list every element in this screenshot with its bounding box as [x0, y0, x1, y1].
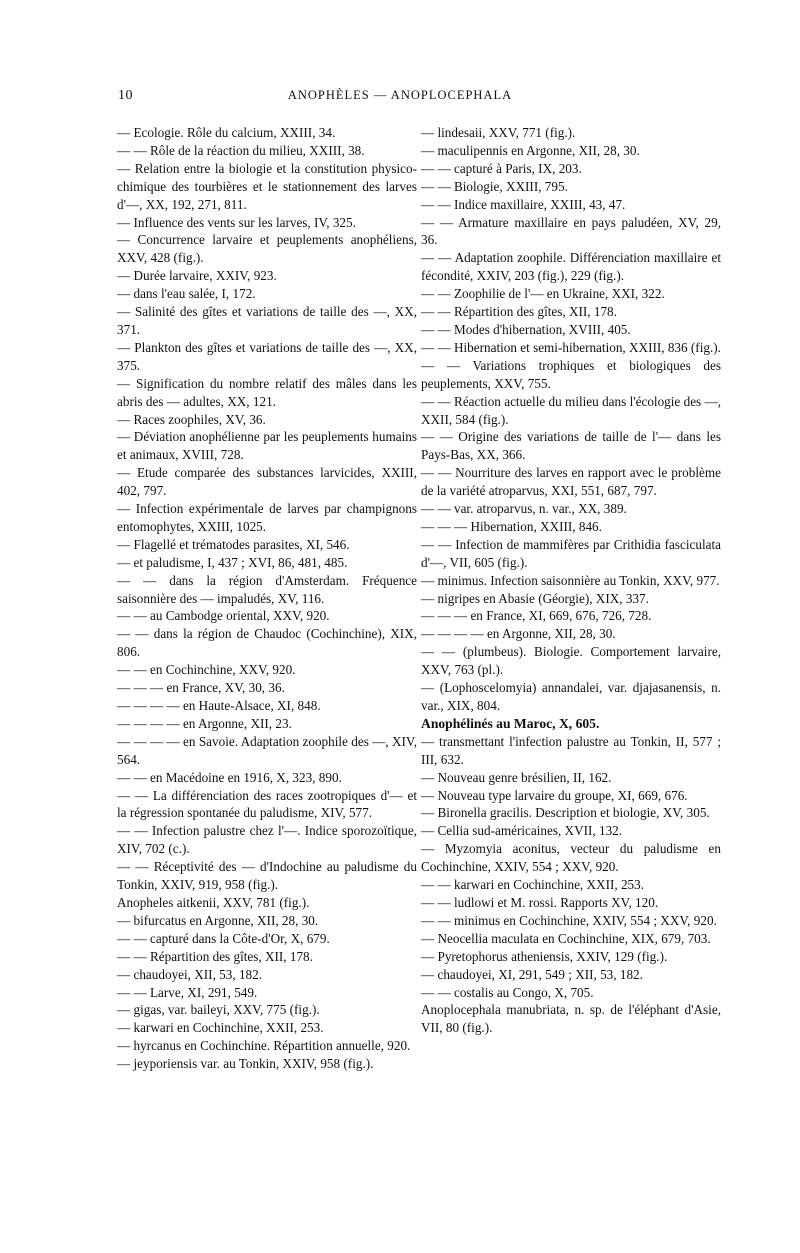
index-entry: — — Rôle de la réaction du milieu, XXIII, 38. — [117, 142, 365, 158]
index-entry: — karwari en Cochinchine, XXII, 253. — [117, 1020, 324, 1036]
index-entry: — — La différenciation des races zootropiques d'— et la régression spontanée du paludisme, XIV, 577. — [117, 787, 417, 821]
index-entry: — — costalis au Congo, X, 705. — [421, 984, 594, 1000]
index-entry: — — karwari en Cochinchine, XXII, 253. — [421, 877, 645, 893]
index-entry: — Pyretophorus atheniensis, XXIV, 129 (fig.). — [421, 948, 668, 964]
index-entry: — Etude comparée des substances larvicides, XXIII, 402, 797. — [117, 465, 417, 499]
index-entry: — — — Hibernation, XXIII, 846. — [421, 518, 602, 534]
index-entry: — Bironella gracilis. Description et biologie, XV, 305. — [421, 805, 710, 821]
index-entry: — Plankton des gîtes et variations de taille des —, XX, 375. — [117, 339, 417, 373]
index-entry: — — Biologie, XXIII, 795. — [421, 178, 568, 194]
index-entry: — gigas, var. baileyi, XXV, 775 (fig.). — [117, 1002, 320, 1018]
index-entry: — Concurrence larvaire et peuplements anophéliens, XXV, 428 (fig.). — [117, 232, 417, 266]
index-entry: — chaudoyei, XI, 291, 549 ; XII, 53, 182. — [421, 966, 643, 982]
index-entry: — dans l'eau salée, I, 172. — [117, 286, 256, 302]
index-entry: — Ecologie. Rôle du calcium, XXIII, 34. — [117, 125, 336, 140]
index-entry: — — capturé à Paris, IX, 203. — [421, 160, 582, 176]
index-entry: — Infection expérimentale de larves par champignons entomophytes, XXIII, 1025. — [117, 501, 417, 534]
index-entry: Anophélinés au Maroc, X, 605. — [421, 715, 600, 731]
index-entry: — — var. atroparvus, n. var., XX, 389. — [421, 501, 627, 517]
index-entry: — — — — en Argonne, XII, 23. — [117, 715, 292, 731]
index-entry: — hyrcanus en Cochinchine. Répartition annuelle, 920. — [117, 1038, 411, 1054]
right-column — [421, 124, 721, 1037]
index-entry: — — Variations trophiques et biologiques des peuplements, XXV, 755. — [421, 357, 721, 391]
index-entry: — Salinité des gîtes et variations de taille des —, XX, 371. — [117, 304, 417, 337]
index-entry: — — dans la région de Chaudoc (Cochinchine), XIX, 806. — [117, 626, 417, 660]
index-entry: — — Indice maxillaire, XXIII, 43, 47. — [421, 196, 626, 212]
index-entry: — — Larve, XI, 291, 549. — [117, 984, 258, 1000]
index-entry: — — Nourriture des larves en rapport avec le problème de la variété atroparvus, XXI, 551, 687, 797. — [421, 465, 721, 499]
running-head: ANOPHÈLES — ANOPLOCEPHALA — [287, 88, 513, 102]
index-entry: — — Réaction actuelle du milieu dans l'écologie des —, XXII, 584 (fig.). — [421, 393, 721, 427]
index-entry: — minimus. Infection saisonnière au Tonkin, XXV, 977. — [421, 572, 720, 588]
index-entry: — chaudoyei, XII, 53, 182. — [117, 966, 263, 982]
index-entry: — — en Cochinchine, XXV, 920. — [117, 662, 296, 678]
index-entry: — — au Cambodge oriental, XXV, 920. — [117, 608, 330, 624]
index-entry: — — Réceptivité des — d'Indochine au paludisme du Tonkin, XXIV, 919, 958 (fig.). — [117, 859, 417, 893]
index-entry: — — Infection de mammifères par Crithidia fasciculata d'—, VII, 605 (fig.). — [421, 536, 721, 570]
index-entry: — — en Macédoine en 1916, X, 323, 890. — [117, 769, 342, 785]
index-entry: — maculipennis en Argonne, XII, 28, 30. — [421, 142, 640, 158]
page-number: 10 — [118, 88, 133, 103]
index-entry: — Flagellé et trématodes parasites, XI, 546. — [117, 536, 350, 552]
index-entry: — Signification du nombre relatif des mâles dans les abris des — adultes, XX, 121. — [117, 375, 417, 409]
left-column — [117, 124, 417, 1073]
index-entry: Anoplocephala manubriata, n. sp. de l'éléphant d'Asie, VII, 80 (fig.). — [421, 1002, 721, 1036]
index-entry: — lindesaii, XXV, 771 (fig.). — [421, 125, 576, 140]
index-entry: — Nouveau type larvaire du groupe, XI, 669, 676. — [421, 787, 688, 803]
index-entry: — Relation entre la biologie et la constitution physico-chimique des tourbières et le stationnement des larves d'—, XX, 192, 271, 811. — [117, 160, 417, 212]
index-entry: Anopheles aitkenii, XXV, 781 (fig.). — [117, 894, 310, 910]
index-entry: — — — en France, XI, 669, 676, 726, 728. — [421, 608, 652, 624]
index-entry: — Déviation anophélienne par les peuplements humains et animaux, XVIII, 728. — [117, 429, 417, 463]
index-entry: — — (plumbeus). Biologie. Comportement larvaire, XXV, 763 (pl.). — [421, 644, 721, 678]
index-entry: — Nouveau genre brésilien, II, 162. — [421, 769, 612, 785]
index-entry: — — Modes d'hibernation, XVIII, 405. — [421, 321, 631, 337]
index-entry: — (Lophoscelomyia) annandalei, var. djajasanensis, n. var., XIX, 804. — [421, 680, 721, 713]
index-entry: — bifurcatus en Argonne, XII, 28, 30. — [117, 912, 319, 928]
index-entry: — — — — en Argonne, XII, 28, 30. — [421, 626, 616, 642]
index-entry: — nigripes en Abasie (Géorgie), XIX, 337. — [421, 590, 649, 606]
index-entry: — — minimus en Cochinchine, XXIV, 554 ; XXV, 920. — [421, 912, 717, 928]
index-entry: — — — — en Haute-Alsace, XI, 848. — [117, 698, 321, 713]
index-entry: — — ludlowi et M. rossi. Rapports XV, 120. — [421, 894, 659, 910]
index-entry: — — Origine des variations de taille de l'— dans les Pays-Bas, XX, 366. — [421, 429, 721, 463]
index-entry: — — — en France, XV, 30, 36. — [117, 680, 285, 696]
index-entry: — Durée larvaire, XXIV, 923. — [117, 268, 277, 284]
index-entry: — — — — en Savoie. Adaptation zoophile des —, XIV, 564. — [117, 733, 417, 767]
index-entry: — Influence des vents sur les larves, IV, 325. — [117, 214, 356, 230]
index-entry: — Neocellia maculata en Cochinchine, XIX, 679, 703. — [421, 930, 711, 946]
index-entry: — Cellia sud-américaines, XVII, 132. — [421, 823, 623, 839]
index-entry: — — Répartition des gîtes, XII, 178. — [421, 304, 617, 320]
index-entry: — — Infection palustre chez l'—. Indice sporozoïtique, XIV, 702 (c.). — [117, 823, 417, 857]
index-entry: — — Hibernation et semi-hibernation, XXIII, 836 (fig.). — [421, 339, 721, 355]
index-entry: — — dans la région d'Amsterdam. Fréquence saisonnière des — impaludés, XV, 116. — [117, 572, 417, 606]
index-entry: — jeyporiensis var. au Tonkin, XXIV, 958 (fig.). — [117, 1056, 374, 1072]
index-entry: — Races zoophiles, XV, 36. — [117, 411, 266, 427]
index-entry: — — capturé dans la Côte-d'Or, X, 679. — [117, 930, 330, 946]
index-entry: — transmettant l'infection palustre au Tonkin, II, 577 ; III, 632. — [421, 733, 721, 767]
index-entry: — Myzomyia aconitus, vecteur du paludisme en Cochinchine, XXIV, 554 ; XXV, 920. — [421, 841, 721, 875]
index-entry: — — Répartition des gîtes, XII, 178. — [117, 948, 313, 964]
index-entry: — et paludisme, I, 437 ; XVI, 86, 481, 485. — [117, 554, 348, 570]
index-entry: — — Armature maxillaire en pays paludéen, XV, 29, 36. — [421, 214, 721, 248]
index-entry: — — Adaptation zoophile. Différenciation maxillaire et fécondité, XXIV, 203 (fig.), 229 (fig.). — [421, 250, 721, 284]
index-entry: — — Zoophilie de l'— en Ukraine, XXI, 322. — [421, 286, 665, 302]
